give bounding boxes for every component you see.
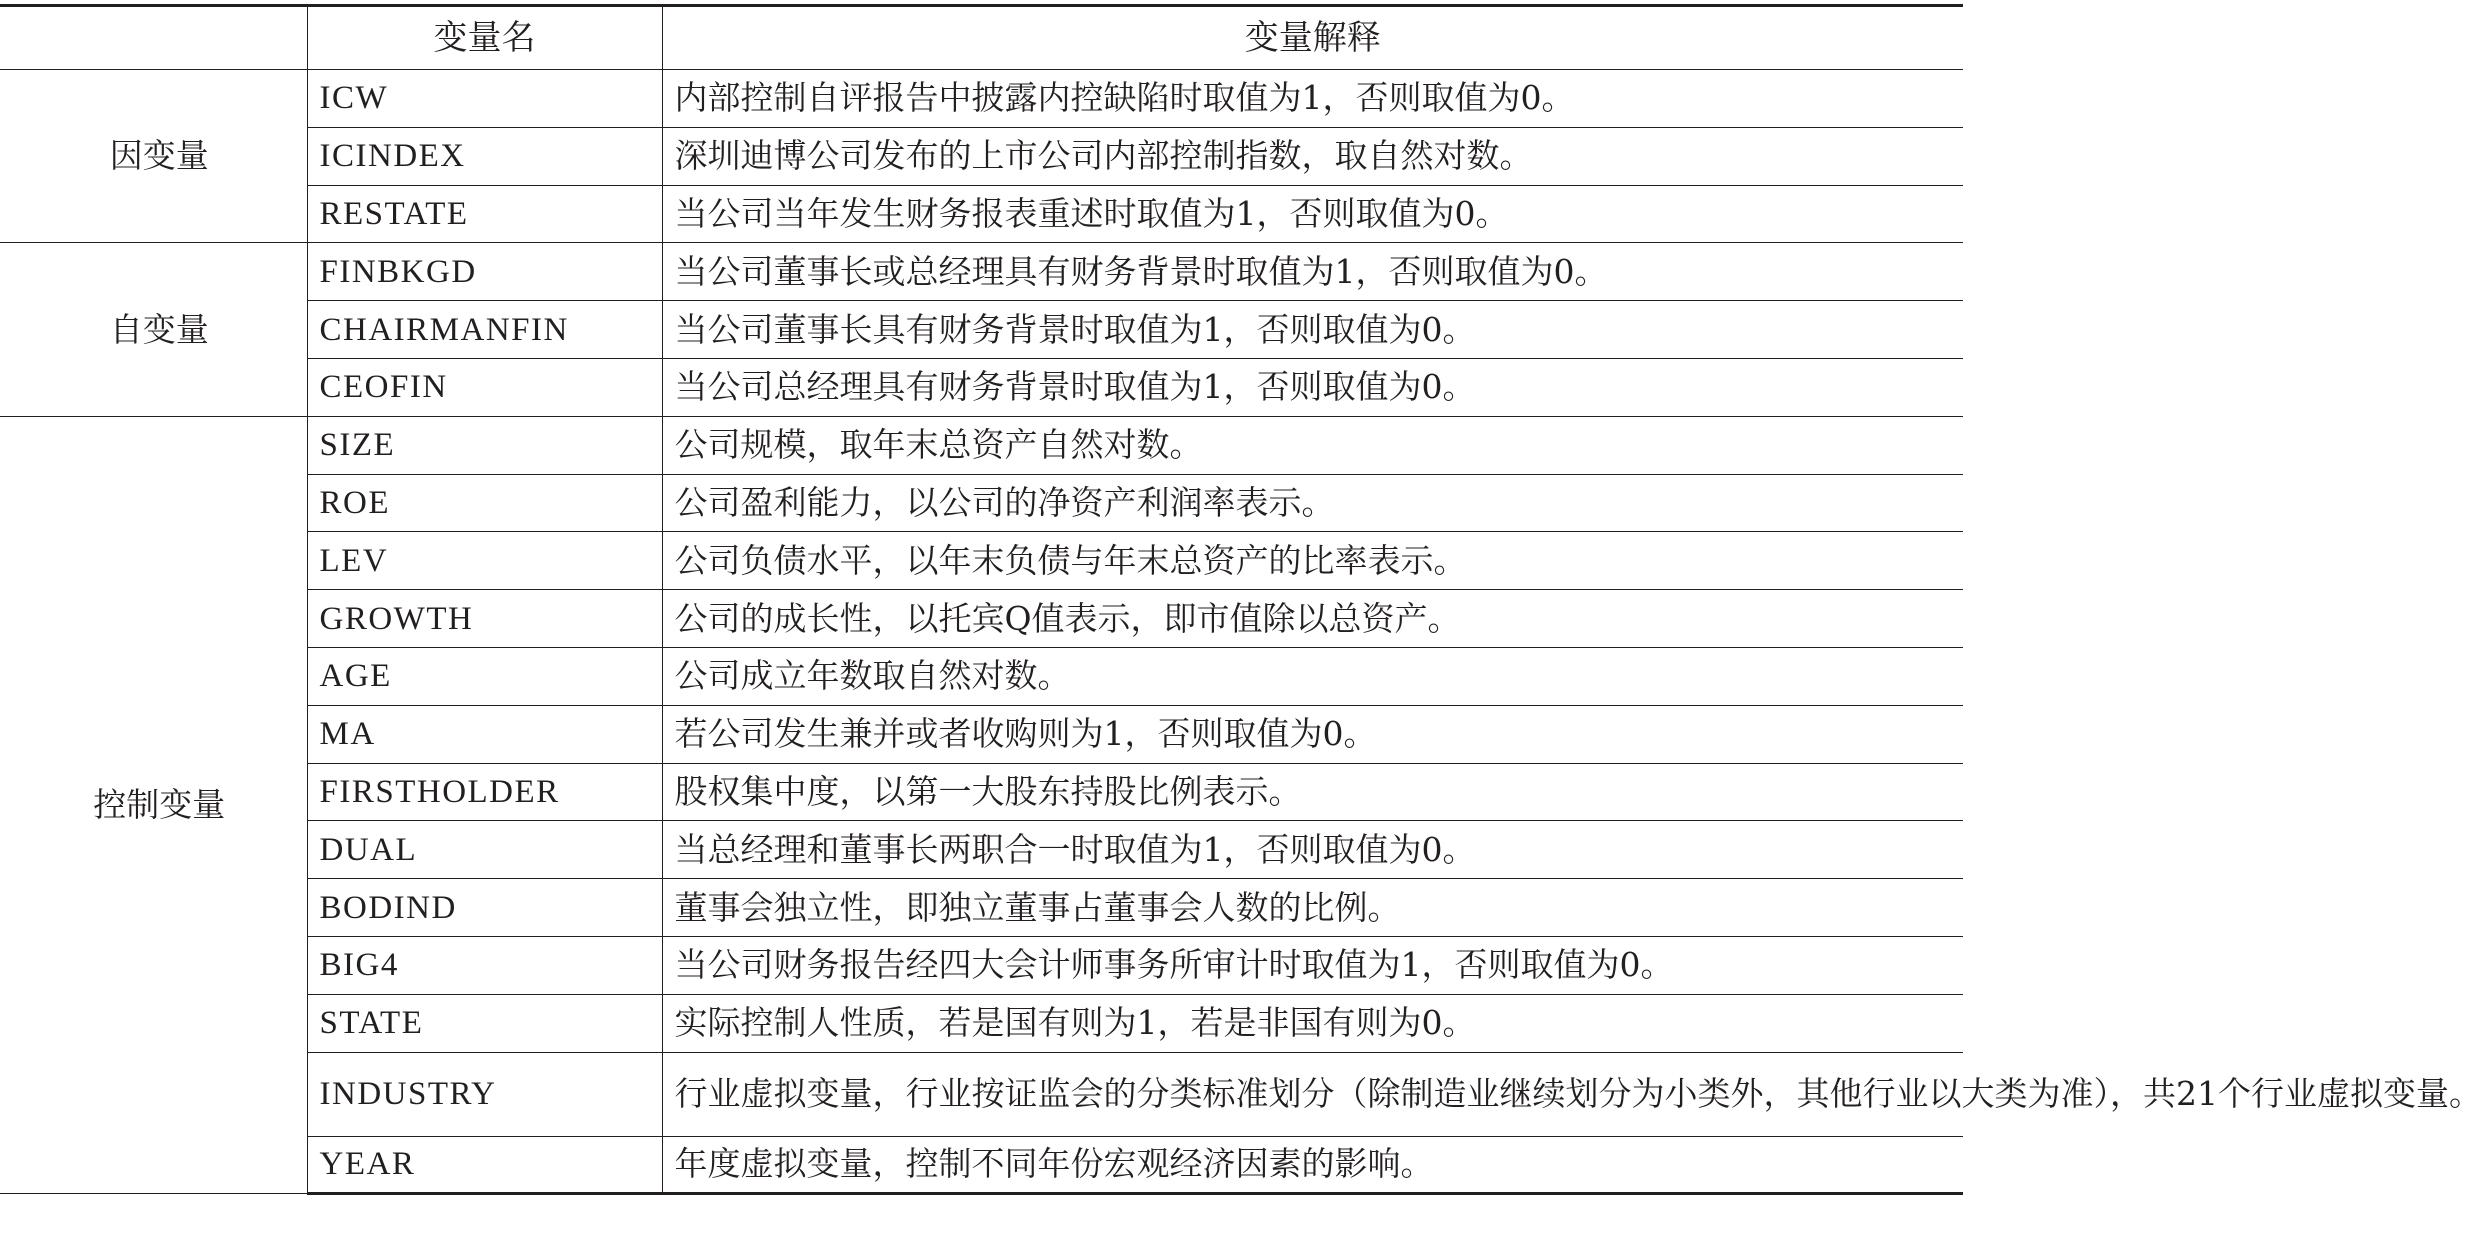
variable-name: LEV	[307, 532, 662, 590]
header-variable-name: 变量名	[307, 6, 662, 70]
variable-description: 董事会独立性，即独立董事占董事会人数的比例。	[662, 879, 1963, 937]
variable-description: 当公司董事长或总经理具有财务背景时取值为1，否则取值为0。	[662, 243, 1963, 301]
variable-name: BIG4	[307, 936, 662, 994]
variable-description: 内部控制自评报告中披露内控缺陷时取值为1，否则取值为0。	[662, 70, 1963, 128]
header-group	[0, 6, 307, 70]
variable-description: 公司盈利能力，以公司的净资产利润率表示。	[662, 474, 1963, 532]
variable-description: 公司规模，取年末总资产自然对数。	[662, 416, 1963, 474]
variable-description: 当公司董事长具有财务背景时取值为1，否则取值为0。	[662, 301, 1963, 359]
variable-name: YEAR	[307, 1136, 662, 1194]
variable-name: GROWTH	[307, 590, 662, 648]
variable-description: 实际控制人性质，若是国有则为1，若是非国有则为0。	[662, 994, 1963, 1052]
variable-name: CEOFIN	[307, 358, 662, 416]
group-label-independent: 自变量	[0, 243, 307, 416]
variable-definition-table	[0, 4, 2482, 1195]
variable-description: 股权集中度，以第一大股东持股比例表示。	[662, 763, 1963, 821]
group-label-dependent: 因变量	[0, 70, 307, 243]
variable-description: 当公司财务报告经四大会计师事务所审计时取值为1，否则取值为0。	[662, 936, 1963, 994]
table-header-row	[0, 6, 1963, 70]
variable-name: FIRSTHOLDER	[307, 763, 662, 821]
variable-name: DUAL	[307, 821, 662, 879]
variable-description: 当总经理和董事长两职合一时取值为1，否则取值为0。	[662, 821, 1963, 879]
variable-name: STATE	[307, 994, 662, 1052]
variable-name: CHAIRMANFIN	[307, 301, 662, 359]
variable-description: 当公司当年发生财务报表重述时取值为1，否则取值为0。	[662, 185, 1963, 243]
group-label-control: 控制变量	[0, 416, 307, 1194]
variable-description: 行业虚拟变量，行业按证监会的分类标准划分（除制造业继续划分为小类外，其他行业以大类为准），共21个行业虚拟变量。	[662, 1052, 1963, 1136]
variable-name: SIZE	[307, 416, 662, 474]
variable-name: FINBKGD	[307, 243, 662, 301]
variable-description: 若公司发生兼并或者收购则为1，否则取值为0。	[662, 705, 1963, 763]
variable-description: 当公司总经理具有财务背景时取值为1，否则取值为0。	[662, 358, 1963, 416]
variable-name: ICW	[307, 70, 662, 128]
variable-name: MA	[307, 705, 662, 763]
variable-description: 公司的成长性，以托宾Q值表示，即市值除以总资产。	[662, 590, 1963, 648]
variable-name: INDUSTRY	[307, 1052, 662, 1136]
variable-name: RESTATE	[307, 185, 662, 243]
variable-name: BODIND	[307, 879, 662, 937]
variable-description: 年度虚拟变量，控制不同年份宏观经济因素的影响。	[662, 1136, 1963, 1194]
header-variable-description: 变量解释	[662, 6, 1963, 70]
variable-description: 深圳迪博公司发布的上市公司内部控制指数，取自然对数。	[662, 127, 1963, 185]
variable-description: 公司负债水平，以年末负债与年末总资产的比率表示。	[662, 532, 1963, 590]
variable-name: AGE	[307, 647, 662, 705]
variable-name: ICINDEX	[307, 127, 662, 185]
table-row	[0, 70, 1963, 128]
variable-description: 公司成立年数取自然对数。	[662, 647, 1963, 705]
table-row	[0, 416, 1963, 474]
table-row	[0, 243, 1963, 301]
variable-name: ROE	[307, 474, 662, 532]
